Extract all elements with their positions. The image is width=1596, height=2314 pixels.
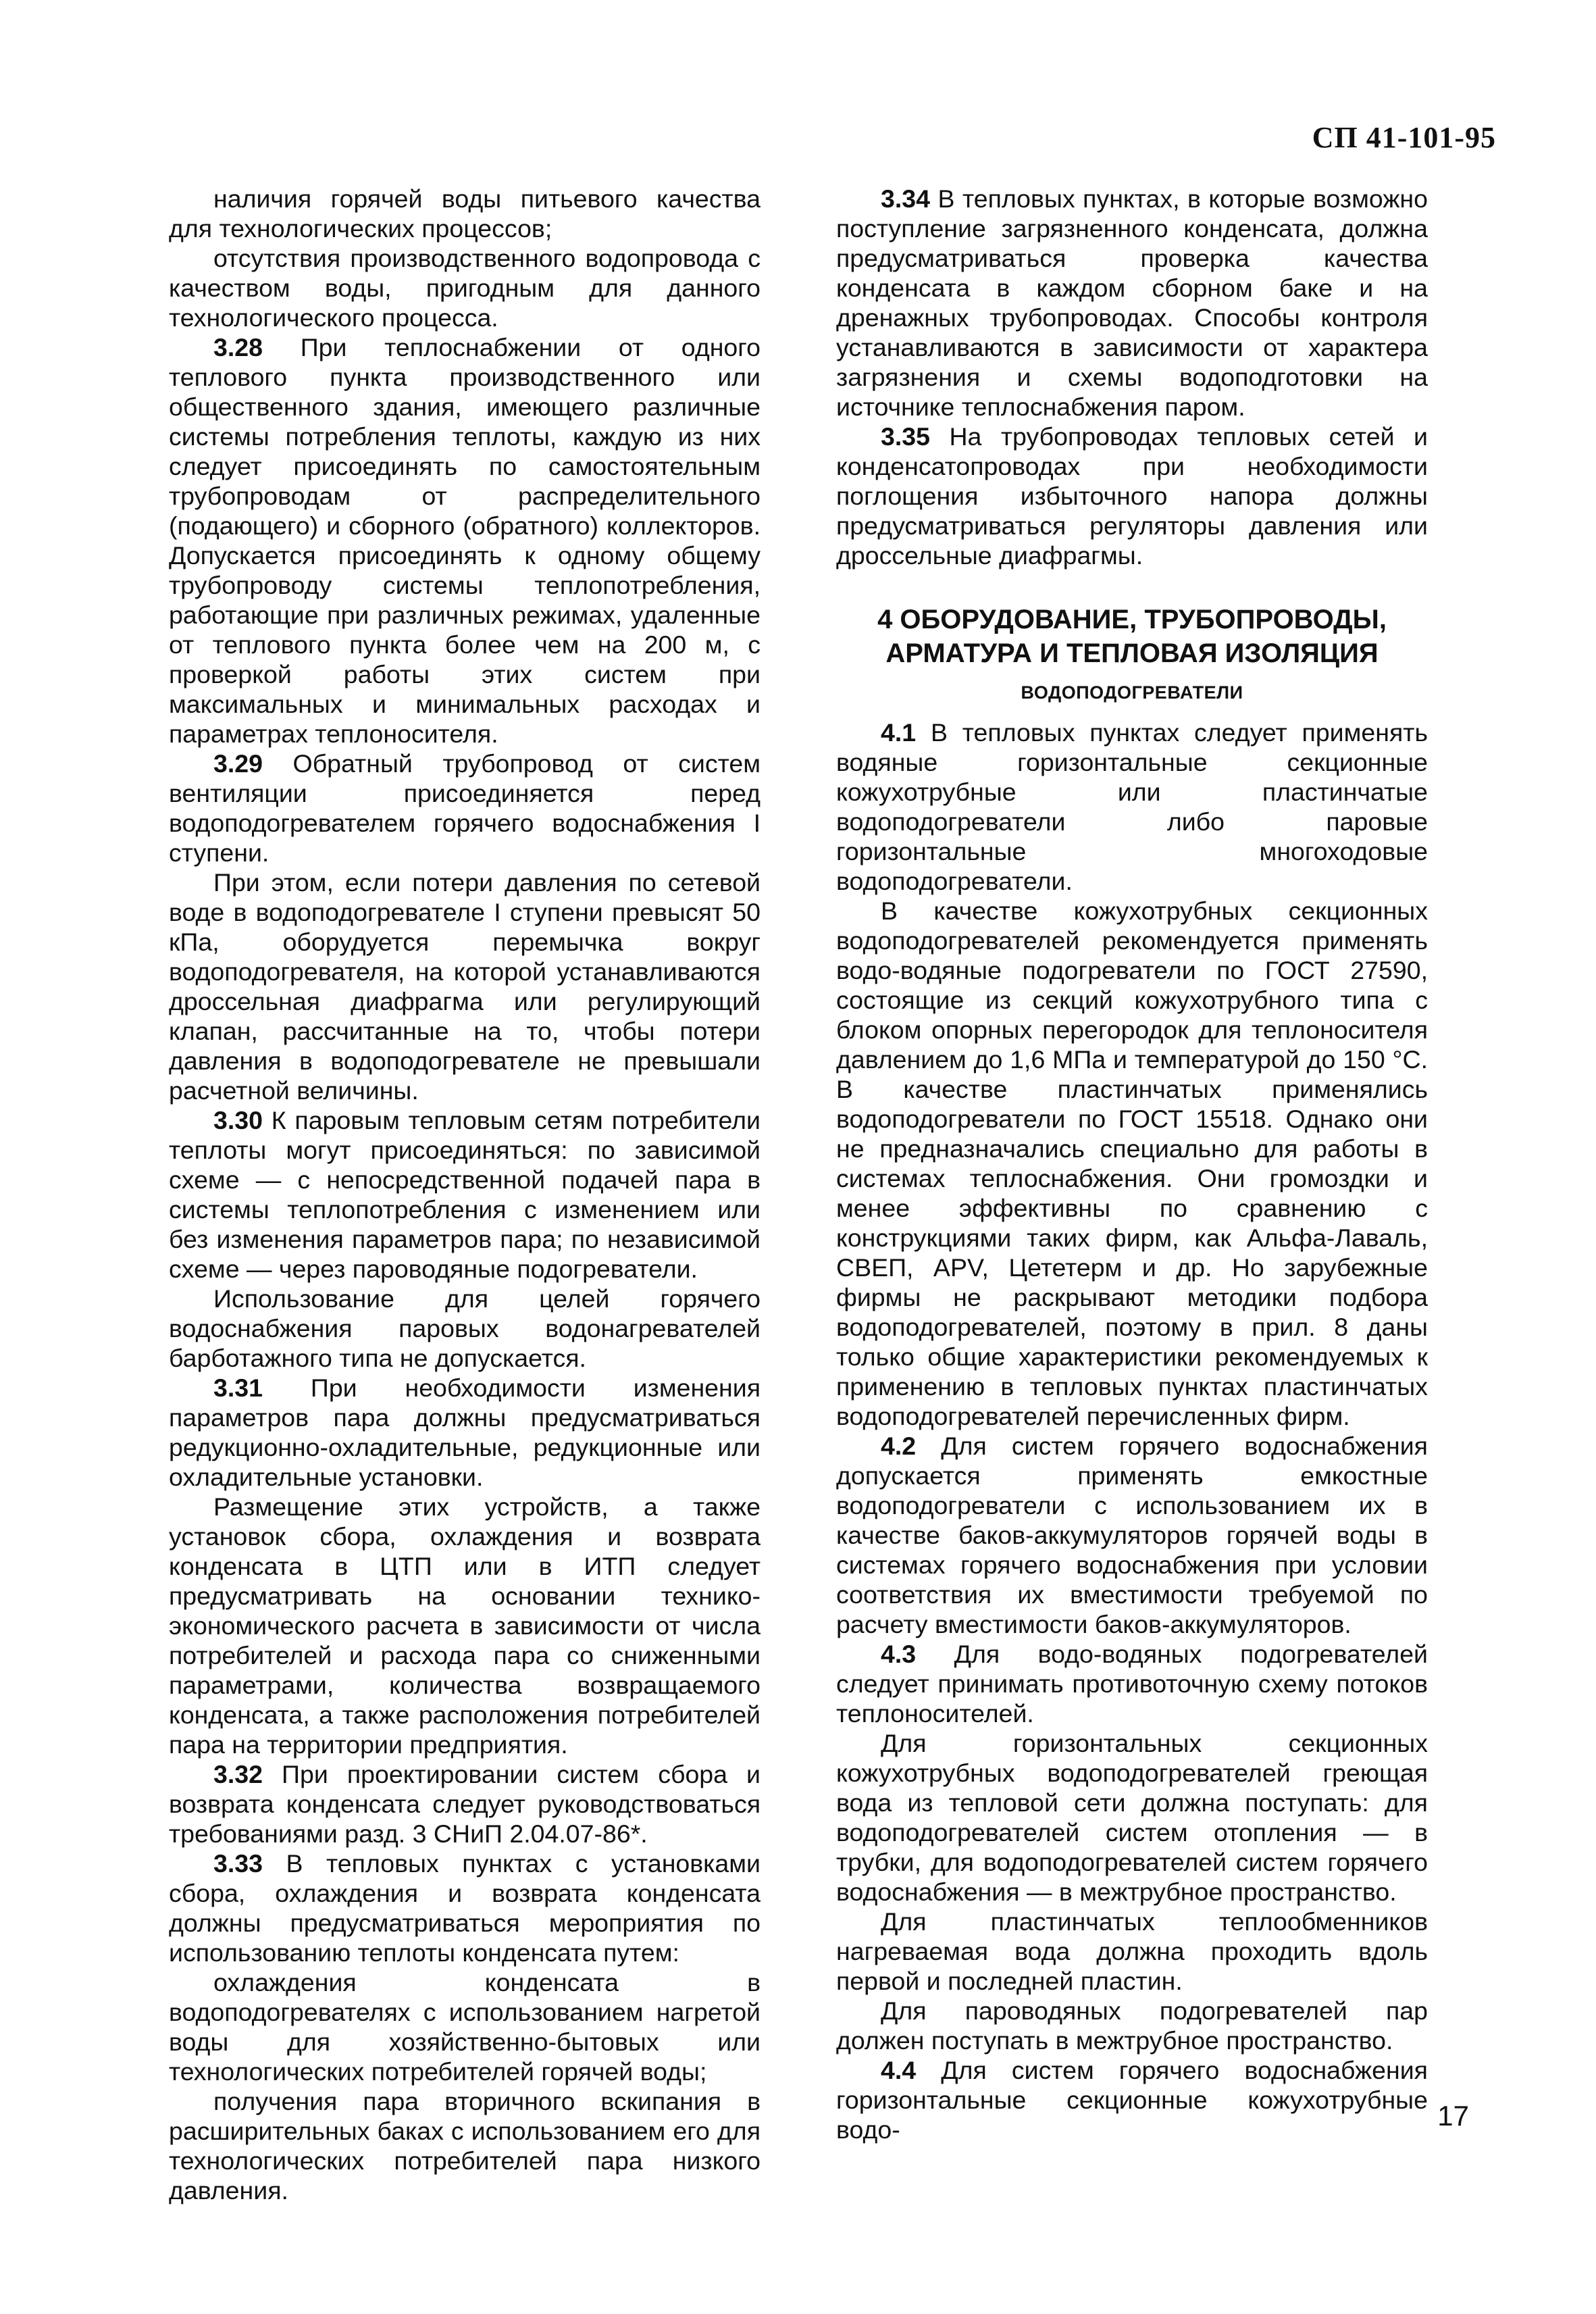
- clause-text: Обратный трубопровод от систем вентиляции присоединяется перед водоподогревателем горячего водоснабжения I ступени.: [169, 749, 761, 867]
- clause-number: 3.30: [213, 1106, 263, 1134]
- clause-number: 3.32: [213, 1760, 263, 1788]
- clause-number: 3.28: [213, 333, 263, 361]
- paragraph: наличия горячей воды питьевого качества для технологических процессов;: [169, 184, 761, 243]
- clause-number: 4.1: [881, 718, 917, 747]
- clause-3-34: [836, 184, 1428, 422]
- clause-number: 3.34: [881, 184, 930, 213]
- left-column: [169, 184, 761, 2205]
- clause-3-31: [169, 1373, 761, 1492]
- clause-text: При теплоснабжении от одного теплового пункта производственного или общественного здания, имеющего различные системы потребления теплоты, каждую из них следует присоединять по самостоятельным трубопроводам от распределительного (подающего) и сборного (обратного) коллекторов. Допускается присоединять к одному общему трубопроводу системы теплопотребления, работающие при различных режимах, удаленные от теплового пункта более чем на 200 м, с проверкой работы этих систем при максимальных и минимальных расходах и параметрах теплоносителя.: [169, 333, 761, 748]
- paragraph: Размещение этих устройств, а также установок сбора, охлаждения и возврата конденсата в ЦТП или в ИТП следует предусматривать на основании технико-экономического расчета в зависимости от числа потребителей и расхода пара со сниженными параметрами, количества возвращаемого конденсата, а также расположения потребителей пара на территории предприятия.: [169, 1492, 761, 1759]
- clause-text: В тепловых пунктах с установками сбора, охлаждения и возврата конденсата должны предусматриваться мероприятия по использованию теплоты конденсата путем:: [169, 1849, 761, 1967]
- clause-4-2: [836, 1431, 1428, 1639]
- clause-text: При проектировании систем сбора и возврата конденсата следует руководствоваться требованиями разд. 3 СНиП 2.04.07-86*.: [169, 1760, 761, 1848]
- clause-text: При необходимости изменения параметров пара должны предусматриваться редукционно-охладительные, редукционные или охладительные установки.: [169, 1374, 761, 1491]
- clause-text: Для систем горячего водоснабжения горизонтальные секционные кожухотрубные водо-: [836, 2056, 1428, 2144]
- clause-3-32: [169, 1759, 761, 1848]
- clause-3-30: [169, 1105, 761, 1284]
- clause-text: К паровым тепловым сетям потребители теплоты могут присоединяться: по зависимой схеме — с непосредственной подачей пара в системы теплопотребления с изменением или без изменения параметров пара; по независимой схеме — через пароводяные подогреватели.: [169, 1106, 761, 1283]
- clause-number: 4.3: [881, 1640, 917, 1668]
- paragraph: охлаждения конденсата в водоподогревателях с использованием нагретой воды для хозяйственно-бытовых или технологических потребителей горячей воды;: [169, 1968, 761, 2086]
- clause-number: 4.4: [881, 2056, 917, 2084]
- clause-number: 4.2: [881, 1432, 917, 1460]
- page-number: 17: [1437, 2100, 1469, 2132]
- subsection-title: ВОДОПОДОГРЕВАТЕЛИ: [1021, 682, 1243, 703]
- section-title-line: АРМАТУРА И ТЕПЛОВАЯ ИЗОЛЯЦИЯ: [885, 638, 1379, 668]
- paragraph: При этом, если потери давления по сетевой воде в водоподогревателе I ступени превысят 50 кПа, оборудуется перемычка вокруг водоподогревателя, на которой устанавливаются дроссельная диафрагма или регулирующий клапан, рассчитанные на то, чтобы потери давления в водоподогревателе не превышали расчетной величины.: [169, 868, 761, 1105]
- paragraph: Для пароводяных подогревателей пар должен поступать в межтрубное пространство.: [836, 1996, 1428, 2055]
- clause-text: Для систем горячего водоснабжения допускается применять емкостные водоподогреватели с использованием их в качестве баков-аккумуляторов горячей воды в системах горячего водоснабжения при условии соответствия их вместимости требуемой по расчету вместимости баков-аккумуляторов.: [836, 1432, 1428, 1638]
- clause-text: В тепловых пунктах следует применять водяные горизонтальные секционные кожухотрубные или пластинчатые водоподогреватели либо паровые горизонтальные многоходовые водоподогреватели.: [836, 718, 1428, 895]
- clause-4-4: [836, 2055, 1428, 2144]
- clause-4-3: [836, 1639, 1428, 1728]
- paragraph: В качестве кожухотрубных секционных водоподогревателей рекомендуется применять водо-водяные подогреватели по ГОСТ 27590, состоящие из секций кожухотрубного типа с блоком опорных перегородок для теплоносителя давлением до 1,6 МПа и температурой до 150 °С. В качестве пластинчатых применялись водоподогреватели по ГОСТ 15518. Однако они не предназначались специально для работы в системах теплоснабжения. Они громоздки и менее эффективны по сравнению с конструкциями таких фирм, как Альфа-Лаваль, СВЕП, APV, Цететерм и др. Но зарубежные фирмы не раскрывают методики подбора водоподогревателей, поэтому в прил. 8 даны только общие характеристики рекомендуемых к применению в тепловых пунктах пластинчатых водоподогревателей перечисленных фирм.: [836, 897, 1428, 1430]
- paragraph: Использование для целей горячего водоснабжения паровых водонагревателей барботажного типа не допускается.: [169, 1284, 761, 1372]
- clause-3-33: [169, 1848, 761, 1967]
- clause-4-1: [836, 718, 1428, 896]
- paragraph: Для горизонтальных секционных кожухотрубных водоподогревателей греющая вода из тепловой сети должна поступать: для водоподогревателей систем отопления — в трубки, для водоподогревателей систем горячего водоснабжения — в межтрубное пространство.: [836, 1729, 1428, 1906]
- clause-3-28: [169, 332, 761, 749]
- clause-number: 3.35: [881, 422, 930, 451]
- clause-3-29: [169, 749, 761, 867]
- clause-text: Для водо-водяных подогревателей следует принимать противоточную схему потоков теплоносителей.: [836, 1640, 1428, 1728]
- document-code: СП 41-101-95: [1312, 121, 1496, 154]
- clause-text: В тепловых пунктах, в которые возможно поступление загрязненного конденсата, должна предусматриваться проверка качества конденсата в каждом сборном баке и на дренажных трубопроводах. Способы контроля устанавливаются в зависимости от характера загрязнения и схемы водоподготовки на источнике теплоснабжения паром.: [836, 184, 1428, 421]
- section-title-line: 4 ОБОРУДОВАНИЕ, ТРУБОПРОВОДЫ,: [877, 605, 1387, 634]
- paragraph: получения пара вторичного вскипания в расширительных баках с использованием его для технологических потребителей пара низкого давления.: [169, 2087, 761, 2205]
- paragraph: отсутствия производственного водопровода с качеством воды, пригодным для данного технологического процесса.: [169, 244, 761, 332]
- right-column: [836, 184, 1428, 2144]
- clause-number: 3.29: [213, 749, 263, 778]
- paragraph: Для пластинчатых теплообменников нагреваемая вода должна проходить вдоль первой и последней пластин.: [836, 1907, 1428, 1995]
- clause-number: 3.33: [213, 1849, 263, 1878]
- clause-text: На трубопроводах тепловых сетей и конденсатопроводах при необходимости поглощения избыточного напора должны предусматриваться регуляторы давления или дроссельные диафрагмы.: [836, 422, 1428, 570]
- clause-number: 3.31: [213, 1374, 263, 1402]
- clause-3-35: [836, 422, 1428, 570]
- section-title: [836, 603, 1428, 670]
